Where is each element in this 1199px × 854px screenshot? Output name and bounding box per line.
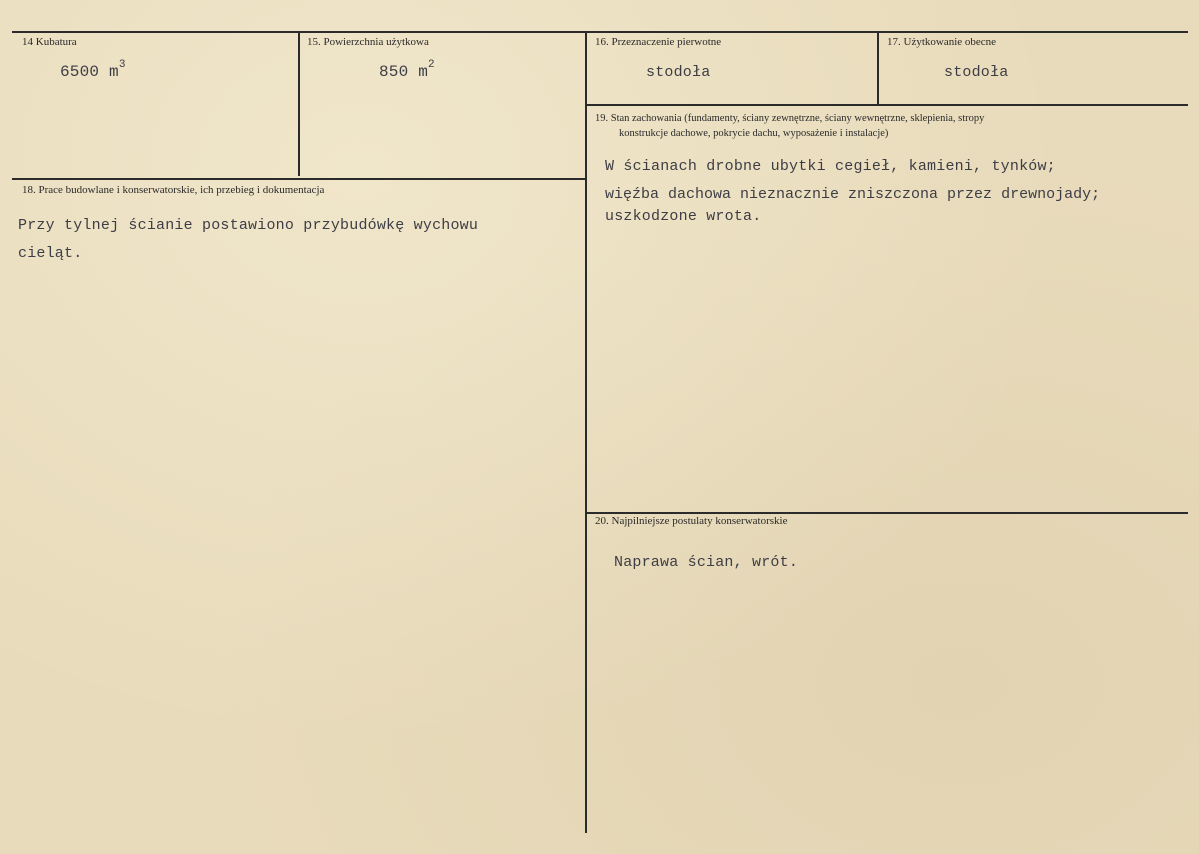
prace-budowlane-line: Przy tylnej ścianie postawiono przybudówkę wychowu [18, 217, 479, 234]
uzytkowanie-value: stodoła [944, 64, 1009, 81]
przeznaczenie-label: 16. Przeznaczenie pierwotne [595, 36, 722, 48]
prace-budowlane-label: 18. Prace budowlane i konserwatorskie, ich przebieg i dokumentacja [22, 184, 325, 196]
divider-under-16-17 [587, 104, 1188, 106]
divider-14-15 [298, 33, 300, 176]
powierzchnia-label: 15. Powierzchnia użytkowa [307, 36, 429, 48]
powierzchnia-value [379, 58, 435, 87]
stan-zachowania-line: W ścianach drobne ubytki cegieł, kamieni, tynków; [605, 158, 1056, 175]
stan-zachowania-line: więźba dachowa nieznacznie zniszczona przez drewnojady; [605, 186, 1101, 203]
stan-zachowania-label-line1: 19. Stan zachowania (fundamenty, ściany zewnętrzne, ściany wewnętrzne, sklepienia, stropy [595, 113, 985, 124]
uzytkowanie-label: 17. Użytkowanie obecne [887, 36, 997, 48]
powierzchnia-unit-sup: 2 [428, 59, 435, 71]
stan-zachowania-line: uszkodzone wrota. [605, 208, 762, 225]
divider-16-17 [877, 33, 879, 104]
postulaty-line: Naprawa ścian, wrót. [614, 554, 799, 571]
main-vertical-divider [585, 33, 587, 833]
kubatura-value [60, 58, 126, 87]
kubatura-unit-sup: 3 [118, 59, 126, 71]
kubatura-number: 6500 m [60, 63, 119, 81]
przeznaczenie-value: stodoła [646, 64, 711, 81]
divider-under-14-15 [12, 178, 586, 180]
powierzchnia-number: 850 m [379, 63, 429, 81]
top-border-line [12, 31, 1188, 33]
stan-zachowania-label-line2: konstrukcje dachowe, pokrycie dachu, wyposażenie i instalacje) [619, 128, 889, 139]
kubatura-label: 14 Kubatura [22, 36, 77, 48]
prace-budowlane-line: cieląt. [18, 245, 83, 262]
postulaty-label: 20. Najpilniejsze postulaty konserwatorskie [595, 515, 788, 527]
